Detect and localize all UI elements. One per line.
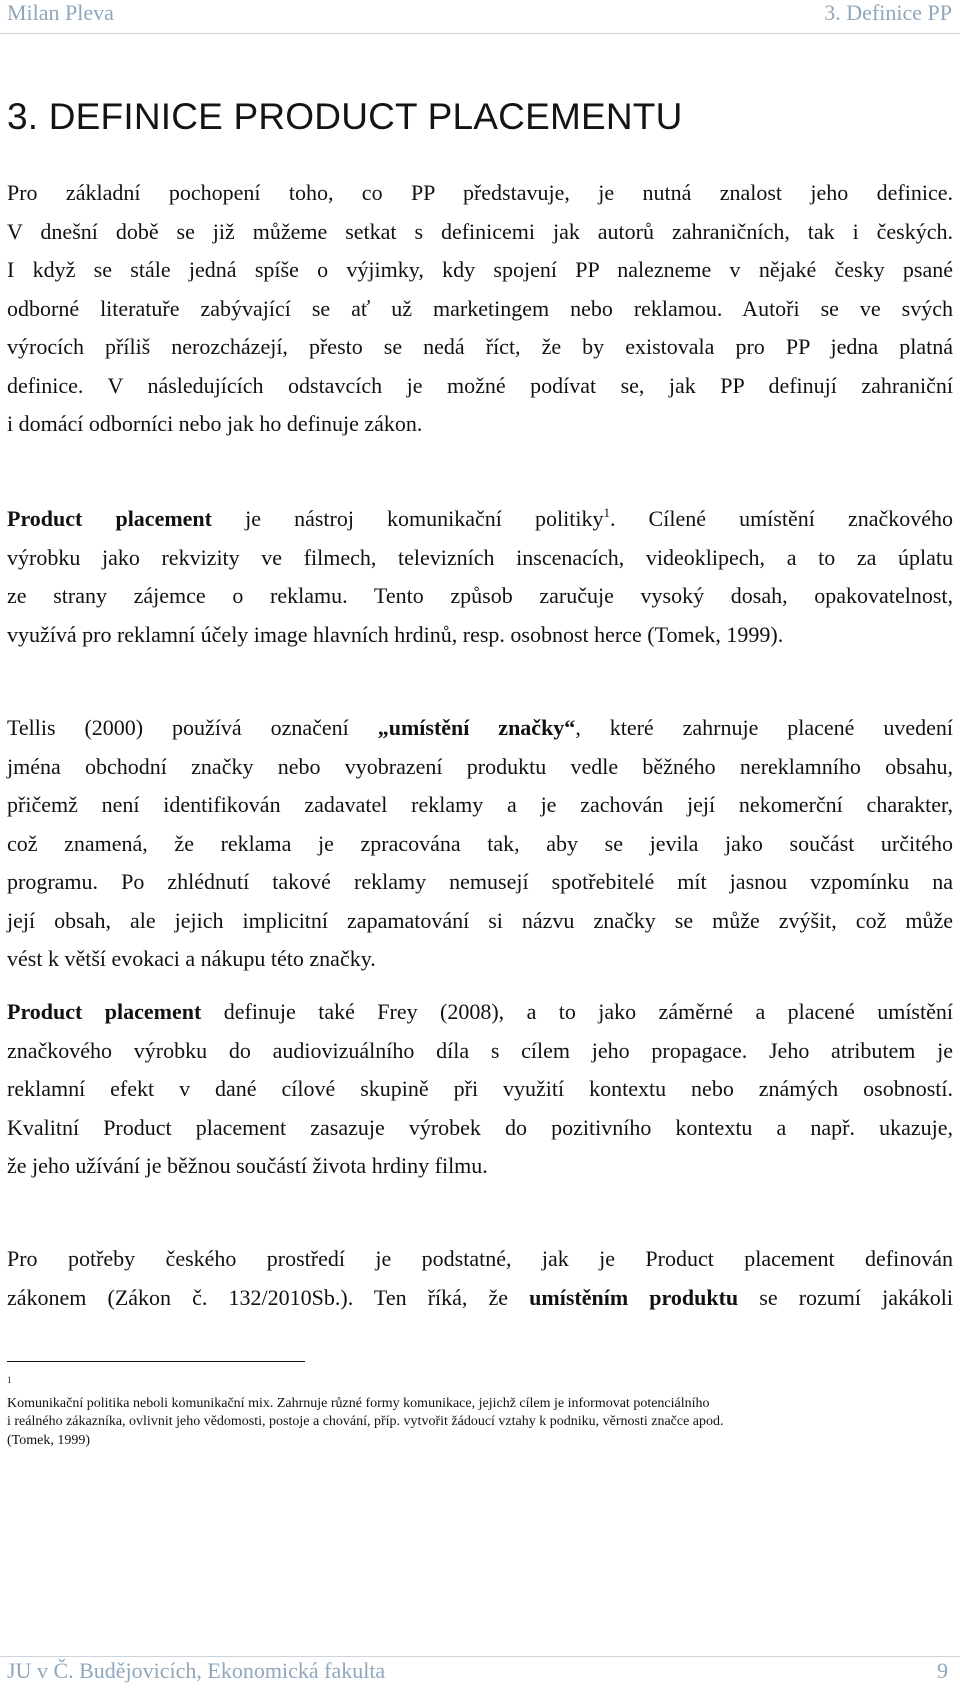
text-line: I když se stále jedná spíše o výjimky, kdy spojení PP nalezneme v nějaké česky psané: [7, 257, 953, 282]
text-line: Pro potřeby českého prostředí je podstatné, jak je Product placement definován: [7, 1246, 953, 1271]
text-line: značkového výrobku do audiovizuálního díla s cílem jeho propagace. Jeho atributem je: [7, 1037, 953, 1063]
footnote-line: (Tomek, 1999): [7, 1432, 91, 1448]
header-author: Milan Pleva: [7, 0, 114, 25]
text-line: vést k větší evokaci a nákupu této značky.: [7, 946, 376, 971]
footnote-ref: 1: [603, 505, 610, 520]
text-line: reklamní efekt v dané cílové skupině při využití kontextu nebo známých osobností.: [7, 1076, 953, 1101]
chapter-title: 3. DEFINICE PRODUCT PLACEMENTU: [7, 96, 683, 137]
text-line: Product placement definuje také Frey (2008), a to jako záměrné a placené umístění: [7, 999, 953, 1024]
text-line: Product placement je nástroj komunikační politiky$^1$. Cílené umístění značkového: [7, 505, 953, 531]
paragraph-law-definition: [7, 1240, 953, 1317]
text-line: ze strany zájemce o reklamu. Tento způsob zaručuje vysoký dosah, opakovatelnost,: [7, 583, 953, 608]
term-product-placement: Product placement: [7, 999, 202, 1024]
text-line: definice. V následujících odstavcích je možné podívat se, jak PP definují zahraniční: [7, 372, 953, 398]
footer-divider: [0, 1656, 960, 1657]
term-product-placement-law: umístěním produktu: [529, 1284, 739, 1310]
running-header: [0, 0, 960, 30]
term-product-placement: Product placement: [7, 506, 212, 531]
term-brand-placement: „umístění značky“: [377, 715, 576, 740]
header-divider: [0, 33, 960, 34]
text-line: výrobku jako rekvizity ve filmech, televizních inscenacích, videoklipech, a to za úplatu: [7, 544, 953, 570]
footnote: [7, 1376, 953, 1450]
text-line: což znamená, že reklama je zpracována tak, aby se jevila jako součást určitého: [7, 830, 953, 856]
text-line: Pro základní pochopení toho, co PP představuje, je nutná znalost jeho definice.: [7, 180, 953, 205]
footnote-separator: [7, 1361, 305, 1362]
text-line: využívá pro reklamní účely image hlavních hrdinů, resp. osobnost herce (Tomek, 1999).: [7, 621, 784, 647]
page-number: 9: [937, 1658, 948, 1683]
paragraph-frey-definition: [7, 993, 953, 1186]
text-line: výrocích příliš nerozcházejí, přesto se nedá říct, že by existovala pro PP jedna platná: [7, 334, 953, 359]
text-line: Kvalitní Product placement zasazuje výrobek do pozitivního kontextu a např. ukazuje,: [7, 1114, 953, 1140]
text-line: programu. Po zhlédnutí takové reklamy nemusejí spotřebitelé mít jasnou vzpomínku na: [7, 869, 953, 894]
text-line: zákonem (Zákon č. 132/2010Sb.). Ten říká, že umístěním produktu se rozumí jakákoli: [7, 1284, 953, 1310]
text-line: i domácí odborníci nebo jak ho definuje zákon.: [7, 411, 423, 436]
footnote-mark: 1: [7, 1375, 12, 1385]
paragraph-tomek-definition: [7, 500, 953, 654]
footnote-line: $^1$ Komunikační politika neboli komunikační mix. Zahrnuje různé formy komunikace, jejichž cílem je informovat potenciálního: [7, 1375, 710, 1411]
footer-institution: JU v Č. Budějovicích, Ekonomická fakulta: [7, 1658, 386, 1683]
paragraph-tellis-definition: [7, 709, 953, 979]
text-line: odborné literatuře zabývající se ať už marketingem nebo reklamou. Autoři se ve svých: [7, 295, 953, 321]
paragraph-intro: [7, 174, 953, 444]
footnote-line: i reálného zákazníka, ovlivnit jeho vědomosti, postoje a chování, příp. vytvořit žádoucí vztahy k podniku, věrnosti značce apod.: [7, 1414, 724, 1429]
text-line: Tellis (2000) používá označení „umístění značky“, které zahrnuje placené uvedení: [7, 715, 953, 740]
text-line: že jeho užívání je běžnou součástí života hrdiny filmu.: [7, 1153, 488, 1178]
text-line: V dnešní době se již můžeme setkat s definicemi jak autorů zahraničních, tak i českých.: [7, 218, 953, 244]
text-line: jména obchodní značky nebo vyobrazení produktu vedle běžného nereklamního obsahu,: [7, 753, 953, 779]
text-line: přičemž není identifikován zadavatel reklamy a je zachován její nekomerční charakter,: [7, 792, 953, 817]
text-line: její obsah, ale jejich implicitní zapamatování si názvu značky se může zvýšit, což může: [7, 907, 953, 933]
header-chapter: 3. Definice PP: [824, 0, 952, 25]
